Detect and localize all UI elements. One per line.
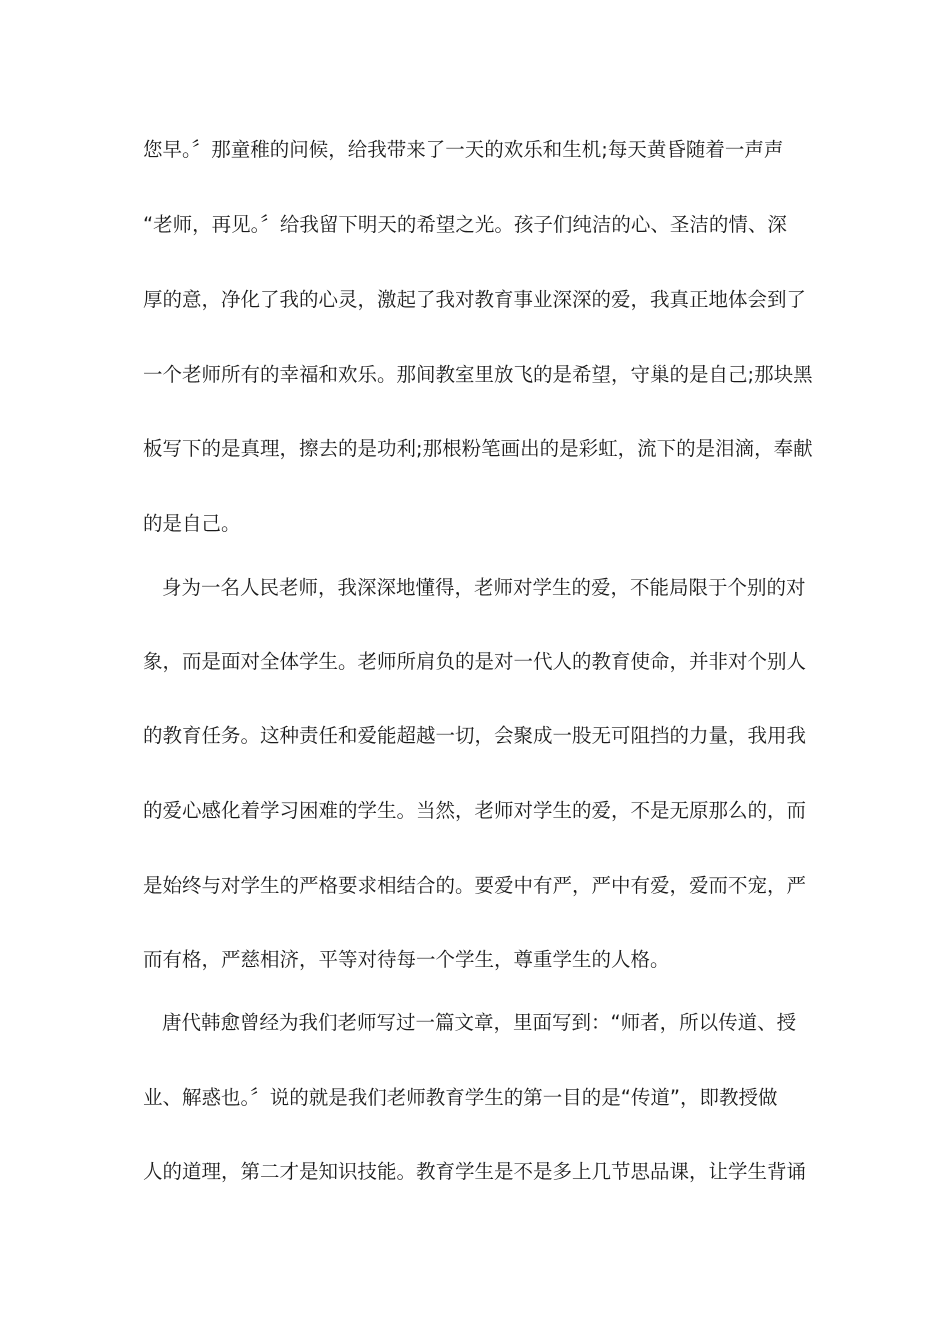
text-line: 而有格，严慈相济，平等对待每一个学生，尊重学生的人格。 (143, 948, 670, 971)
text-line: 您早。〞那童稚的问候，给我带来了一天的欢乐和生机;每天黄昏随着一声声 (143, 138, 784, 161)
text-line: 板写下的是真理，擦去的是功利;那根粉笔画出的是彩虹，流下的是泪滴，奉献 (143, 437, 813, 460)
text-line: 象，而是面对全体学生。老师所肩负的是对一代人的教育使命，并非对个别人 (143, 650, 807, 673)
text-line: 是始终与对学生的严格要求相结合的。要爱中有严，严中有爱，爱而不宠，严 (143, 874, 807, 897)
text-line: 身为一名人民老师，我深深地懂得，老师对学生的爱，不能局限于个别的对 (162, 576, 806, 599)
text-line: 的是自己。 (143, 512, 241, 535)
text-line: 厚的意，净化了我的心灵，激起了我对教育事业深深的爱，我真正地体会到了 (143, 288, 807, 311)
text-line: 业、解惑也。〞说的就是我们老师教育学生的第一目的是“传道”，即教授做 (143, 1086, 778, 1109)
text-line: 唐代韩愈曾经为我们老师写过一篇文章，里面写到：“师者，所以传道、授 (162, 1011, 797, 1034)
text-line: 一个老师所有的幸福和欢乐。那间教室里放飞的是希望，守巢的是自己;那块黑 (143, 363, 813, 386)
text-line: “老师，再见。〞给我留下明天的希望之光。孩子们纯洁的心、圣洁的情、深 (143, 213, 787, 236)
text-line: 的爱心感化着学习困难的学生。当然，老师对学生的爱，不是无原那么的，而 (143, 799, 807, 822)
text-line: 的教育任务。这种责任和爱能超越一切，会聚成一股无可阻挡的力量，我用我 (143, 724, 807, 747)
text-line: 人的道理，第二才是知识技能。教育学生是不是多上几节思品课，让学生背诵 (143, 1160, 807, 1183)
